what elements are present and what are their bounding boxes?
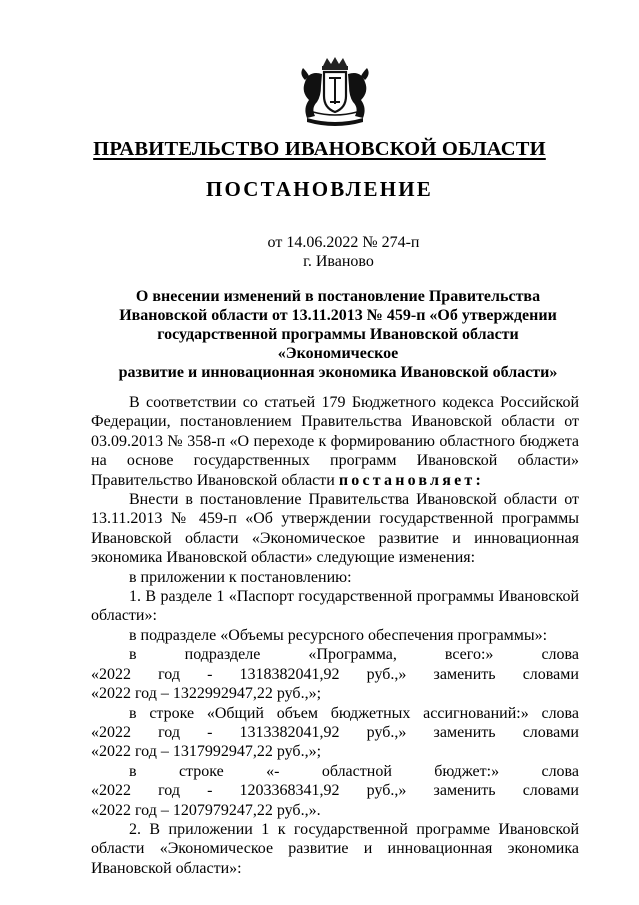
amendment-word: год bbox=[158, 723, 180, 741]
organization-title: ПРАВИТЕЛЬСТВО ИВАНОВСКОЙ ОБЛАСТИ bbox=[93, 138, 546, 160]
amendment-word: 1203368341,92 bbox=[239, 782, 340, 800]
title-line: развитие и инновационная экономика Ивановской области» bbox=[118, 364, 558, 381]
amendment-line bbox=[91, 723, 579, 742]
document-type: ПОСТАНОВЛЕНИЕ bbox=[205, 177, 434, 201]
document-title bbox=[110, 287, 566, 382]
resolves-word: постановляет: bbox=[338, 471, 484, 489]
preamble-text: В соответствии со статьей 179 Бюджетного кодекса Российской Федерации, постановлением Правительства Ивановской области от 03.09.2013 № 358-п «О переходе к формированию областного бюджета на основе государственных программ Ивановской области» Правительство Ивановской области bbox=[91, 394, 579, 489]
amendment-word: руб.,» bbox=[366, 665, 407, 683]
amendment-word: словами bbox=[522, 782, 579, 800]
amendment-word: руб.,» bbox=[366, 782, 407, 800]
title-line: государственной программы Ивановской области «Экономическое bbox=[157, 326, 519, 362]
amendment-line bbox=[91, 762, 579, 781]
paragraph-subsection: в подразделе «Объемы ресурсного обеспечения программы»: bbox=[129, 626, 548, 644]
amendment-word: - bbox=[207, 782, 213, 800]
amendment-word: «- bbox=[266, 762, 280, 780]
amendment-word: всего:» bbox=[444, 646, 494, 664]
document-date-number: от 14.06.2022 № 274-п bbox=[267, 234, 420, 251]
amendment-word: бюджет:» bbox=[434, 762, 500, 780]
amendment-line bbox=[91, 742, 579, 761]
amendment-lines bbox=[91, 645, 579, 820]
amendment-word: строке bbox=[178, 762, 224, 780]
document-city: г. Иваново bbox=[303, 253, 374, 270]
document-body bbox=[91, 393, 579, 878]
amendment-word: «2022 год – 1317992947,22 руб.,»; bbox=[91, 743, 322, 761]
amendment-line bbox=[91, 781, 579, 800]
amendment-word: областной bbox=[321, 762, 392, 780]
paragraph-section-2: 2. В приложении 1 к государственной программе Ивановской области «Экономическое развитие и инновационная экономика Ивановской области»: bbox=[91, 820, 579, 877]
amendment-line bbox=[91, 684, 579, 703]
title-line: О внесении изменений в постановление Правительства bbox=[135, 288, 541, 305]
paragraph-annex: в приложении к постановлению: bbox=[129, 568, 352, 586]
amendment-word: руб.,» bbox=[366, 723, 407, 741]
amendment-word: строке bbox=[149, 704, 195, 722]
amendment-word: слова bbox=[541, 704, 579, 722]
amendment-word: год bbox=[158, 782, 180, 800]
title-line: Ивановской области от 13.11.2013 № 459-п «Об утверждении bbox=[119, 307, 557, 324]
amendment-word: бюджетных bbox=[330, 704, 411, 722]
amendment-word: - bbox=[207, 723, 213, 741]
amendment-word: словами bbox=[522, 723, 579, 741]
amendment-line bbox=[91, 704, 579, 723]
amendment-line bbox=[91, 645, 579, 664]
amendment-word: «Общий bbox=[206, 704, 264, 722]
amendment-word: словами bbox=[522, 665, 579, 683]
paragraph-section-1: 1. В разделе 1 «Паспорт государственной программы Ивановской области»: bbox=[91, 588, 579, 625]
amendment-word: заменить bbox=[433, 723, 496, 741]
amendment-word: объем bbox=[276, 704, 318, 722]
amendment-word: 1318382041,92 bbox=[239, 665, 340, 683]
amendment-word: «Программа, bbox=[308, 646, 397, 664]
amendment-word: «2022 bbox=[91, 665, 131, 683]
amendment-word: слова bbox=[541, 762, 579, 780]
amendment-word: «2022 bbox=[91, 723, 131, 741]
amendment-word: подразделе bbox=[184, 646, 261, 664]
amendment-line bbox=[91, 665, 579, 684]
amendment-word: в bbox=[129, 762, 137, 780]
amendment-word: «2022 bbox=[91, 782, 131, 800]
amendment-word: в bbox=[129, 704, 137, 722]
amendment-word: в bbox=[129, 646, 137, 664]
coat-of-arms-icon bbox=[293, 56, 377, 126]
amendment-line bbox=[91, 801, 579, 820]
amendment-word: 1313382041,92 bbox=[239, 723, 340, 741]
amendment-word: год bbox=[158, 665, 180, 683]
amendment-word: заменить bbox=[433, 782, 496, 800]
amendment-word: заменить bbox=[433, 665, 496, 683]
amendment-word: слова bbox=[541, 646, 579, 664]
amendment-word: «2022 год – 1322992947,22 руб.,»; bbox=[91, 685, 322, 703]
amendment-word: - bbox=[207, 665, 213, 683]
paragraph-preamble bbox=[91, 393, 579, 490]
amendment-word: ассигнований:» bbox=[423, 704, 529, 722]
paragraph-amend: Внести в постановление Правительства Ивановской области от 13.11.2013 № 459-п «Об утверждении государственной программы Ивановской области «Экономическое развитие и инновационная экономика Ивановской области» следующие изменения: bbox=[91, 491, 579, 567]
amendment-word: «2022 год – 1207979247,22 руб.,». bbox=[91, 801, 321, 819]
